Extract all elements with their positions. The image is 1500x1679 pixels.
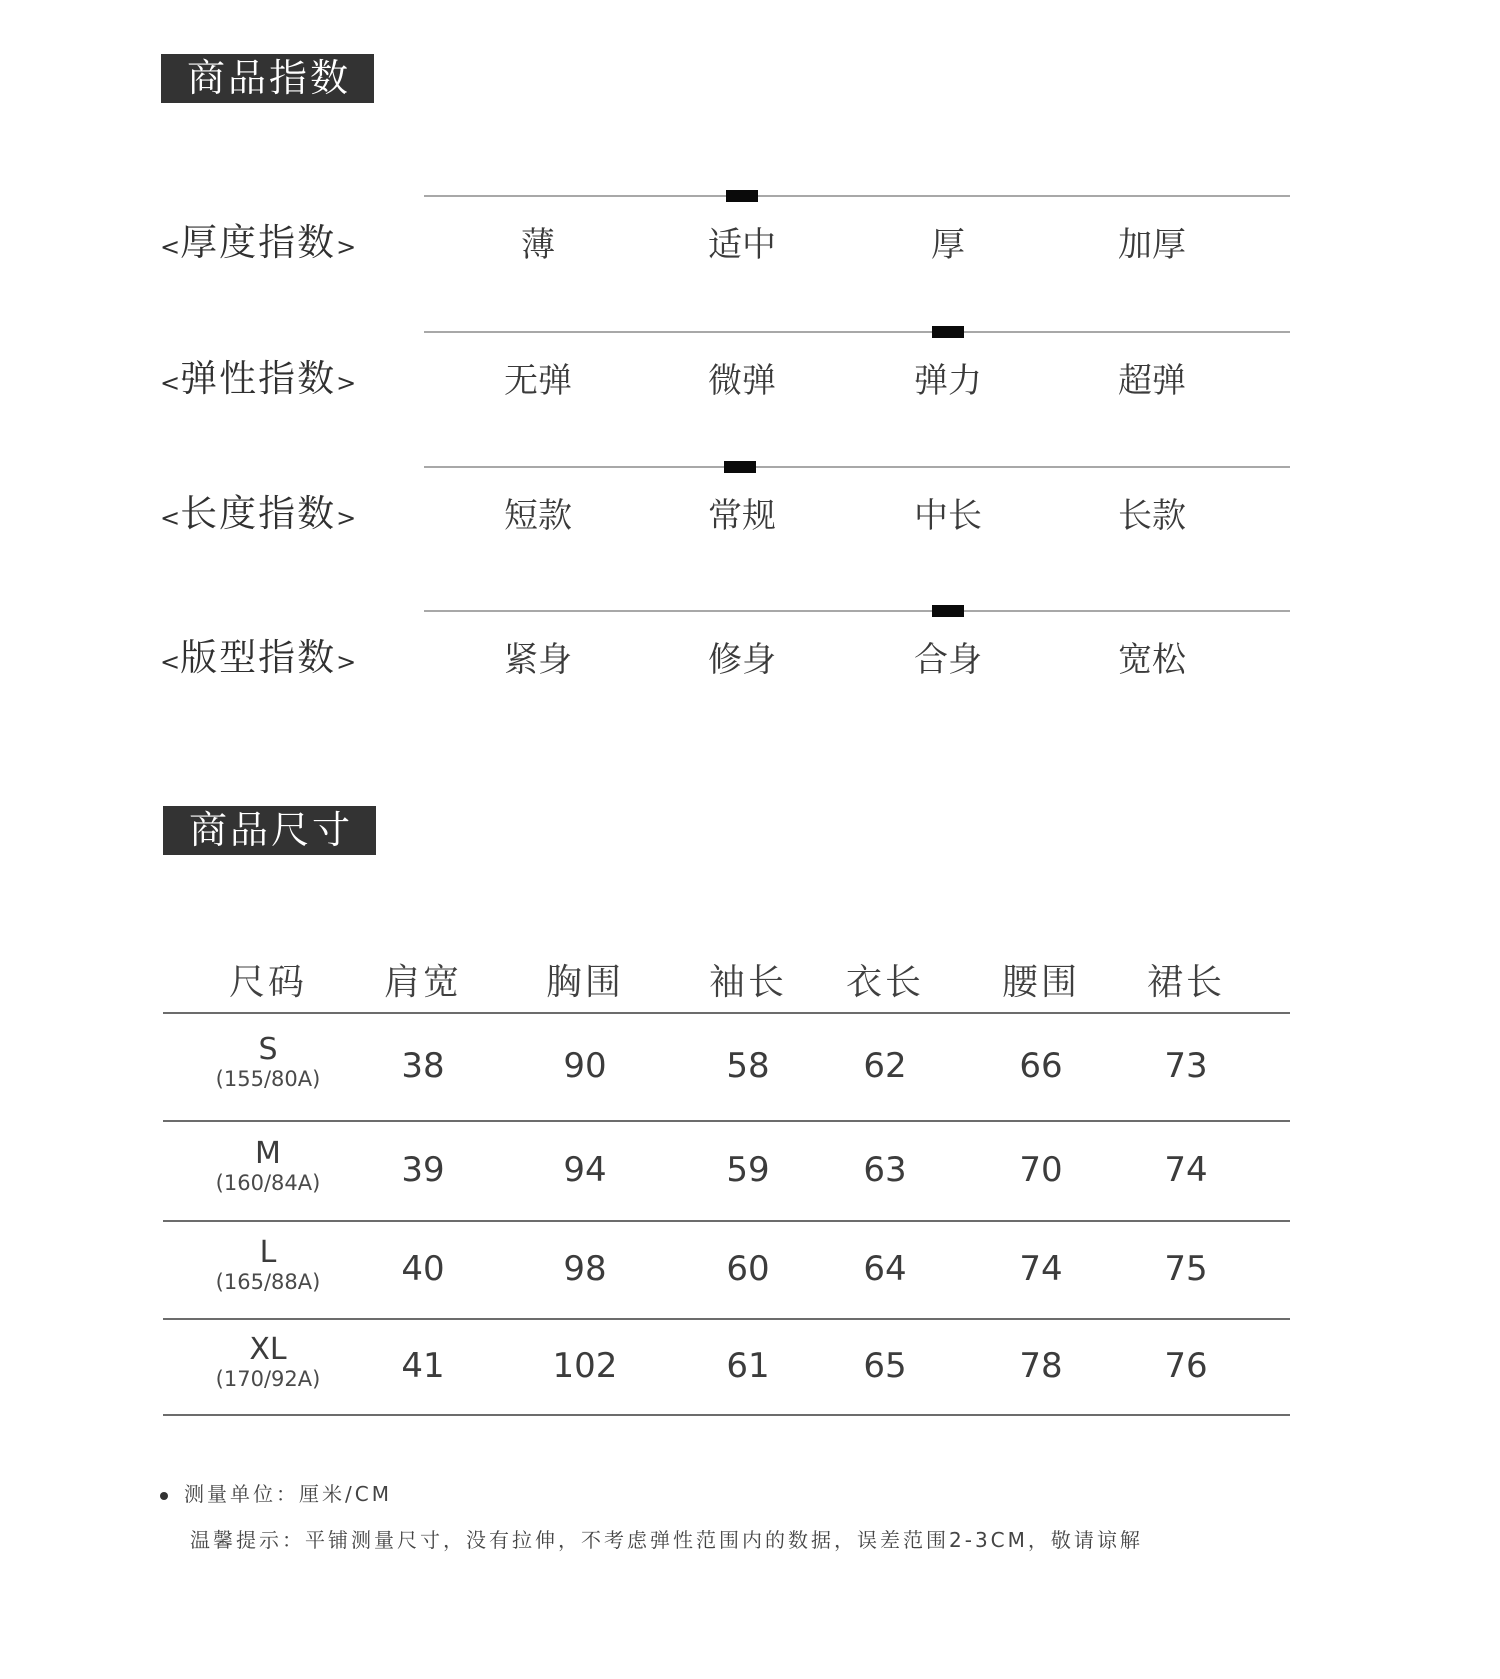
- size-spec: (170/92A): [215, 1367, 321, 1391]
- size-value-cell: 59: [726, 1150, 770, 1190]
- index-option: 薄: [521, 225, 555, 265]
- size-spec: (160/84A): [215, 1171, 321, 1195]
- size-spec: (155/80A): [215, 1067, 321, 1091]
- size-value-cell: 94: [563, 1150, 607, 1190]
- size-value-cell: 63: [863, 1150, 907, 1190]
- measurement-unit-note: [160, 1478, 392, 1507]
- index-row-label-text: 弹性指数: [180, 357, 337, 400]
- bracket-left: <: [160, 369, 181, 397]
- index-scale-line: [424, 331, 1290, 333]
- size-section-title: 商品尺寸: [163, 806, 376, 855]
- bracket-right: >: [336, 504, 357, 532]
- bracket-left: <: [160, 648, 181, 676]
- size-column-header: 胸围: [545, 962, 624, 1003]
- index-option: 加厚: [1118, 225, 1186, 265]
- index-row-label-text: 长度指数: [180, 492, 337, 535]
- size-value-cell: 74: [1164, 1150, 1208, 1190]
- size-value-cell: 60: [726, 1249, 770, 1289]
- index-option: 厚: [931, 225, 965, 265]
- index-option: 合身: [914, 640, 982, 680]
- index-selected-marker: [724, 461, 756, 473]
- index-row-label-text: 版型指数: [180, 636, 337, 679]
- index-scale-line: [424, 195, 1290, 197]
- size-value-cell: 78: [1019, 1346, 1063, 1386]
- unit-text: 测量单位：厘米/CM: [184, 1482, 392, 1506]
- size-label: [168, 1138, 368, 1196]
- bracket-left: <: [160, 504, 181, 532]
- size-code: L: [259, 1235, 277, 1270]
- bracket-right: >: [336, 648, 357, 676]
- size-label: [168, 1237, 368, 1295]
- size-value-cell: 73: [1164, 1046, 1208, 1086]
- size-value-cell: 74: [1019, 1249, 1063, 1289]
- index-option: 宽松: [1118, 640, 1186, 680]
- index-option: 长款: [1118, 496, 1186, 536]
- size-value-cell: 70: [1019, 1150, 1063, 1190]
- index-option: 适中: [708, 225, 776, 265]
- index-row-label-text: 厚度指数: [180, 221, 337, 264]
- bracket-right: >: [336, 233, 357, 261]
- index-option: 修身: [708, 640, 776, 680]
- bullet-icon: [160, 1492, 168, 1500]
- size-column-header: 裙长: [1146, 962, 1225, 1003]
- index-row-label: [160, 627, 356, 681]
- size-label: [168, 1034, 368, 1092]
- index-selected-marker: [726, 190, 758, 202]
- table-divider: [163, 1414, 1290, 1416]
- size-value-cell: 66: [1019, 1046, 1063, 1086]
- index-row-label: [160, 212, 356, 266]
- size-value-cell: 76: [1164, 1346, 1208, 1386]
- size-label: [168, 1334, 368, 1392]
- table-divider: [163, 1220, 1290, 1222]
- index-selected-marker: [932, 605, 964, 617]
- size-column-header: 尺码: [228, 962, 307, 1003]
- size-value-cell: 65: [863, 1346, 907, 1386]
- size-value-cell: 41: [401, 1346, 445, 1386]
- index-selected-marker: [932, 326, 964, 338]
- size-value-cell: 62: [863, 1046, 907, 1086]
- measurement-tip-note: 温馨提示：平铺测量尺寸，没有拉伸，不考虑弹性范围内的数据，误差范围2-3CM，敬请谅解: [190, 1528, 1143, 1552]
- size-value-cell: 98: [563, 1249, 607, 1289]
- size-table-header: [163, 940, 1290, 1014]
- index-option: 无弹: [504, 361, 572, 401]
- size-spec: (165/88A): [215, 1270, 321, 1294]
- size-column-header: 肩宽: [383, 962, 462, 1003]
- bracket-left: <: [160, 233, 181, 261]
- table-divider: [163, 1120, 1290, 1122]
- index-row-label: [160, 348, 356, 402]
- size-code: M: [255, 1136, 281, 1171]
- index-option: 紧身: [504, 640, 572, 680]
- size-value-cell: 90: [563, 1046, 607, 1086]
- bracket-right: >: [336, 369, 357, 397]
- index-option: 常规: [708, 496, 776, 536]
- size-code: XL: [249, 1332, 287, 1367]
- size-value-cell: 61: [726, 1346, 770, 1386]
- index-row-label: [160, 483, 356, 537]
- index-scale-line: [424, 466, 1290, 468]
- table-divider: [163, 1318, 1290, 1320]
- size-column-header: 腰围: [1001, 962, 1080, 1003]
- size-value-cell: 39: [401, 1150, 445, 1190]
- size-column-header: 袖长: [708, 962, 787, 1003]
- size-column-header: 衣长: [845, 962, 924, 1003]
- size-value-cell: 40: [401, 1249, 445, 1289]
- size-value-cell: 75: [1164, 1249, 1208, 1289]
- size-code: S: [258, 1032, 278, 1067]
- index-option: 超弹: [1118, 361, 1186, 401]
- size-table: [163, 940, 1290, 1391]
- index-option: 短款: [504, 496, 572, 536]
- size-value-cell: 64: [863, 1249, 907, 1289]
- index-option: 中长: [914, 496, 982, 536]
- table-divider: [163, 1012, 1290, 1014]
- size-value-cell: 58: [726, 1046, 770, 1086]
- index-option: 弹力: [914, 361, 982, 401]
- index-section-title: 商品指数: [161, 54, 374, 103]
- size-value-cell: 38: [401, 1046, 445, 1086]
- index-option: 微弹: [708, 361, 776, 401]
- index-scale-line: [424, 610, 1290, 612]
- size-value-cell: 102: [552, 1346, 618, 1386]
